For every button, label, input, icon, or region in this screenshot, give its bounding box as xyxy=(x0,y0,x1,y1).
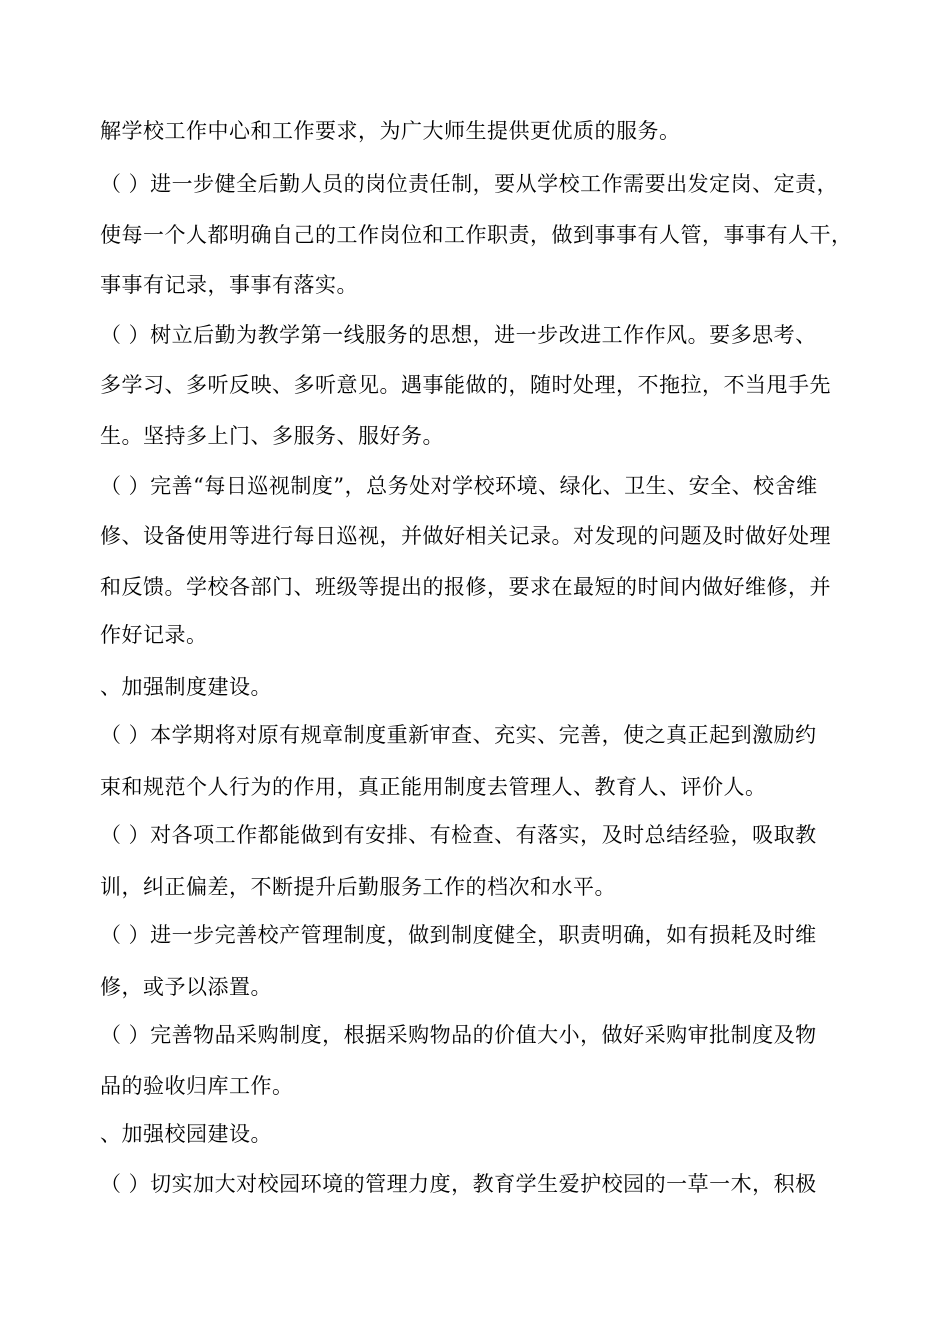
section-heading: 、加强校园建设。 xyxy=(100,1122,272,1146)
text-line: 多学习、多听反映、多听意见。遇事能做的，随时处理，不拖拉，不当甩手先 xyxy=(100,373,831,397)
text-line: 作好记录。 xyxy=(100,623,208,647)
text-line: （ ）本学期将对原有规章制度重新审查、充实、完善，使之真正起到激励约 xyxy=(100,723,817,747)
text-line: 修，或予以添置。 xyxy=(100,975,272,999)
text-line: 和反馈。学校各部门、班级等提出的报修，要求在最短的时间内做好维修，并 xyxy=(100,575,831,599)
text-line: 解学校工作中心和工作要求，为广大师生提供更优质的服务。 xyxy=(100,119,681,143)
text-line: 品的验收归库工作。 xyxy=(100,1074,294,1098)
text-line: 事事有记录，事事有落实。 xyxy=(100,273,358,297)
text-line: （ ）树立后勤为教学第一线服务的思想，进一步改进工作作风。要多思考、 xyxy=(100,323,817,347)
text-line: （ ）完善“每日巡视制度”，总务处对学校环境、绿化、卫生、安全、校舍维 xyxy=(100,474,818,498)
text-line: （ ）切实加大对校园环境的管理力度，教育学生爱护校园的一草一木，积极 xyxy=(100,1172,817,1196)
section-heading: 、加强制度建设。 xyxy=(100,675,272,699)
text-line: （ ）完善物品采购制度，根据采购物品的价值大小，做好采购审批制度及物 xyxy=(100,1023,817,1047)
text-line: （ ）进一步健全后勤人员的岗位责任制，要从学校工作需要出发定岗、定责， xyxy=(100,172,839,196)
text-line: （ ）进一步完善校产管理制度，做到制度健全，职责明确，如有损耗及时维 xyxy=(100,923,817,947)
text-line: 使每一个人都明确自己的工作岗位和工作职责，做到事事有人管，事事有人干， xyxy=(100,223,853,247)
text-line: 修、设备使用等进行每日巡视，并做好相关记录。对发现的问题及时做好处理 xyxy=(100,524,831,548)
text-line: （ ）对各项工作都能做到有安排、有检查、有落实，及时总结经验，吸取教 xyxy=(100,823,817,847)
text-line: 训，纠正偏差，不断提升后勤服务工作的档次和水平。 xyxy=(100,875,616,899)
text-line: 束和规范个人行为的作用，真正能用制度去管理人、教育人、评价人。 xyxy=(100,775,767,799)
text-line: 生。坚持多上门、多服务、服好务。 xyxy=(100,424,444,448)
